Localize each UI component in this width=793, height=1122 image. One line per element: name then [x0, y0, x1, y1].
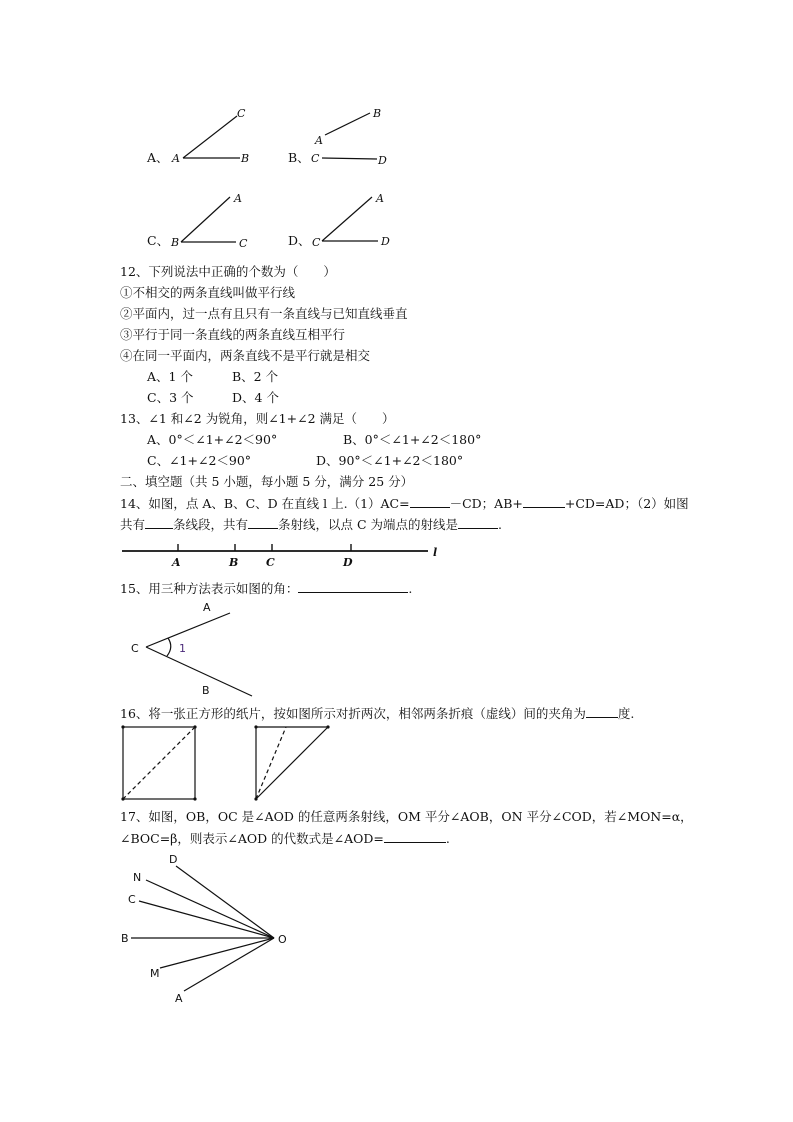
q11-option-c: C、: [147, 233, 170, 248]
q17-label-c: C: [128, 893, 136, 906]
q14-blank-2[interactable]: [523, 495, 565, 508]
q14-line-1: [120, 495, 689, 512]
q11c-label-a: A: [234, 192, 242, 205]
q11-option-d: D、: [288, 233, 311, 248]
q15-stem: 15、用三种方法表示如图的角：: [120, 581, 299, 596]
q14-text-2b: 条线段，共有: [173, 517, 249, 532]
q11a-label-c: C: [237, 107, 246, 120]
q14-line-figure: [122, 544, 428, 551]
q12-option-a: A、1 个: [147, 369, 193, 384]
q17-text-2a: ∠BOC=β，则表示∠AOD 的代数式是∠AOD=: [120, 831, 384, 846]
q14-blank-3[interactable]: [145, 516, 173, 529]
q14-text-2a: 共有: [120, 517, 146, 532]
q16-blank[interactable]: [586, 705, 618, 718]
q14-label-d: D: [343, 556, 353, 569]
q11d-label-c: C: [312, 236, 321, 249]
q11-figure-b: [322, 113, 377, 159]
q12-stem: 12、下列说法中正确的个数为（ ）: [120, 264, 336, 279]
q14-line-2: [120, 516, 502, 533]
q14-text-1a: 14、如图，点 A、B、C、D 在直线 l 上.（1）AC=: [120, 496, 410, 511]
q15-end: .: [408, 581, 413, 596]
q14-blank-1[interactable]: [410, 495, 450, 508]
q14-label-b: B: [229, 556, 239, 569]
q14-text-1b: －CD；AB+: [449, 496, 523, 511]
q14-blank-4[interactable]: [248, 516, 278, 529]
q11d-label-d: D: [381, 235, 390, 248]
q16-folded-figure: [256, 727, 328, 799]
q12-statement-4: ④在同一平面内，两条直线不是平行就是相交: [120, 348, 371, 363]
q11b-label-a: A: [315, 134, 323, 147]
q17-label-d: D: [169, 853, 178, 866]
q17-blank[interactable]: [384, 830, 446, 843]
q12-option-c: C、3 个: [147, 390, 194, 405]
q15-blank[interactable]: [298, 580, 408, 593]
q11-option-b: B、: [288, 150, 310, 165]
q11c-label-b: B: [171, 236, 180, 249]
q11d-label-a: A: [376, 192, 384, 205]
q16-line: [120, 705, 634, 722]
q15-angle-figure: [146, 613, 252, 696]
q17-line-1: 17、如图，OB，OC 是∠AOD 的任意两条射线，OM 平分∠AOB，ON 平分∠COD，若∠MON=α，: [120, 809, 693, 824]
q15-label-a: A: [203, 601, 211, 614]
q11-figure-a: [183, 116, 240, 158]
q14-label-l: l: [433, 546, 438, 559]
q17-label-o: O: [278, 933, 287, 946]
q16-square-figure: [123, 727, 195, 799]
q15-line: [120, 580, 412, 597]
q15-label-b: B: [202, 684, 210, 697]
q17-label-m: M: [150, 967, 160, 980]
q15-label-c: C: [131, 642, 139, 655]
q11-figure-c: [181, 197, 236, 242]
q14-text-2d: .: [498, 517, 503, 532]
q17-line-2: [120, 830, 450, 847]
q16-stem: 16、将一张正方形的纸片，按如图所示对折两次，相邻两条折痕（虚线）间的夹角为: [120, 706, 586, 721]
q12-option-b: B、2 个: [232, 369, 279, 384]
q17-label-a: A: [175, 992, 183, 1005]
q12-statement-1: ①不相交的两条直线叫做平行线: [120, 285, 296, 300]
q11b-label-c: C: [311, 152, 320, 165]
q14-blank-5[interactable]: [458, 516, 498, 529]
q12-option-d: D、4 个: [232, 390, 279, 405]
q13-option-b: B、0°＜∠1+∠2＜180°: [343, 432, 482, 447]
q11b-label-b: B: [373, 107, 382, 120]
q16-corner-dots: [121, 725, 329, 800]
q11-figure-d: [322, 197, 378, 241]
section-2-heading: 二、填空题（共 5 小题，每小题 5 分，满分 25 分）: [120, 474, 414, 489]
q11a-label-b: B: [241, 152, 250, 165]
q14-label-c: C: [266, 556, 275, 569]
q11a-label-a: A: [172, 152, 180, 165]
q15-label-one: 1: [179, 642, 186, 655]
q12-statement-2: ②平面内，过一点有且只有一条直线与已知直线垂直: [120, 306, 408, 321]
q14-text-1c: +CD=AD；（2）如图: [564, 496, 689, 511]
q11c-label-c: C: [239, 237, 248, 250]
q12-statement-3: ③平行于同一条直线的两条直线互相平行: [120, 327, 346, 342]
q13-option-c: C、∠1+∠2＜90°: [147, 453, 252, 468]
q13-stem: 13、∠1 和∠2 为锐角，则∠1+∠2 满足（ ）: [120, 411, 395, 426]
q17-label-n: N: [133, 871, 142, 884]
q13-option-a: A、0°＜∠1+∠2＜90°: [147, 432, 278, 447]
q17-label-b: B: [121, 932, 129, 945]
q16-end: 度.: [617, 706, 635, 721]
q17-text-2b: .: [445, 831, 450, 846]
q11b-label-d: D: [378, 154, 387, 167]
q11-option-a: A、: [147, 150, 169, 165]
q14-label-a: A: [172, 556, 181, 569]
q13-option-d: D、90°＜∠1+∠2＜180°: [316, 453, 464, 468]
q14-text-2c: 条射线，以点 C 为端点的射线是: [278, 517, 459, 532]
